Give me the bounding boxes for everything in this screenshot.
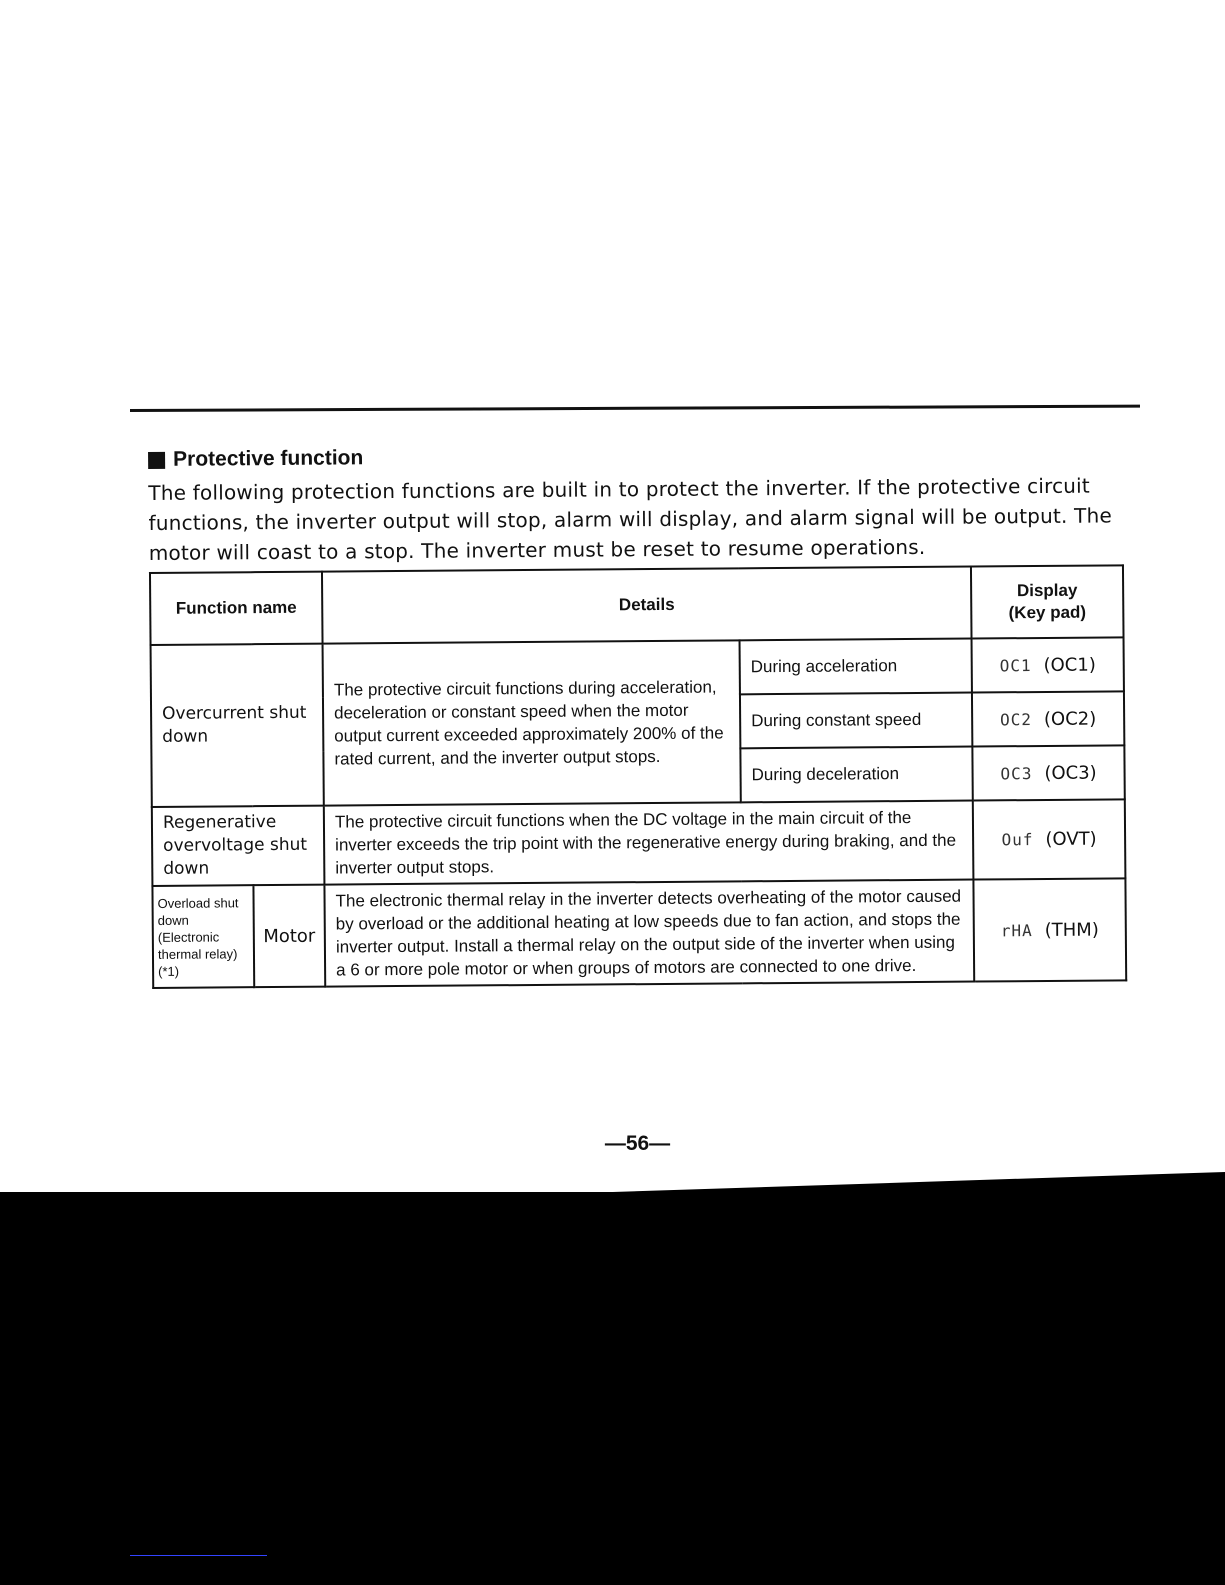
square-bullet-icon [148, 451, 165, 468]
segment-display-oc1: OC1 [999, 655, 1032, 675]
overcurrent-name: Overcurrent shut down [151, 644, 324, 807]
regenerative-details: The protective circuit functions when the DC voltage in the main circuit of the inverter exceeds the trip point with the regenerative energy during braking, and the inverter output stops. [324, 801, 974, 885]
table-row [152, 878, 1126, 988]
code-oc1: (OC1) [1043, 654, 1096, 676]
overload-motor: Motor [253, 885, 325, 988]
segment-display-oc2: OC2 [1000, 709, 1033, 729]
code-oc2: (OC2) [1043, 708, 1097, 730]
page-content [148, 440, 1142, 989]
segment-display-thm: rHA [1000, 920, 1033, 940]
section-heading [148, 440, 1138, 472]
code-oc3: (OC3) [1044, 762, 1097, 784]
overload-details: The electronic thermal relay in the inverter detects overheating of the motor caused by overload or the additional heating at low speeds due to fan action, and stops the inverter output. Install a thermal relay on the output side of the inverter when using a 6 or more pole motor or when groups of motors are connected to one drive. [324, 880, 974, 987]
header-display-line1: Display [1016, 580, 1078, 601]
condition-deceleration: During deceleration [740, 747, 972, 803]
section-title: Protective function [172, 446, 364, 471]
page-number: —56— [604, 1132, 671, 1155]
overload-name: Overload shut down (Electronic thermal relay) (*1) [152, 885, 254, 988]
intro-paragraph: The following protection functions are built in to protect the inverter. If the protective circuit functions, the inverter output will stop, alarm will display, and alarm signal will be output. The motor will coast to a stop. The inverter must be reset to resume operations. [148, 473, 1113, 565]
top-rule [130, 405, 1140, 412]
header-details: Details [322, 567, 972, 644]
overcurrent-details: The protective circuit functions during acceleration, deceleration or constant speed when the motor output current exceeded approximately 200% of the rated current, and the inverter output stops. [323, 640, 741, 805]
display-oc3 [972, 745, 1124, 800]
table-row [152, 799, 1126, 886]
display-oc2 [972, 691, 1124, 746]
segment-display-ovt: Ouf [1001, 830, 1034, 850]
condition-acceleration: During acceleration [740, 639, 972, 695]
table-header-row [150, 565, 1124, 645]
header-function-name: Function name [150, 572, 323, 645]
display-oc1 [972, 637, 1124, 692]
code-thm: (THM) [1044, 919, 1099, 941]
table-row [151, 637, 1124, 699]
display-thm [973, 878, 1126, 981]
segment-display-oc3: OC3 [1000, 763, 1033, 783]
protective-function-table [149, 564, 1127, 989]
scan-black-border [0, 1192, 1225, 1585]
header-display-line2: (Key pad) [1008, 602, 1087, 623]
blue-underline-mark [130, 1555, 267, 1556]
code-ovt: (OVT) [1045, 828, 1097, 850]
regenerative-name: Regenerative overvoltage shut down [152, 806, 325, 886]
header-display [971, 565, 1124, 638]
display-ovt [973, 799, 1126, 879]
condition-constant-speed: During constant speed [740, 693, 972, 749]
